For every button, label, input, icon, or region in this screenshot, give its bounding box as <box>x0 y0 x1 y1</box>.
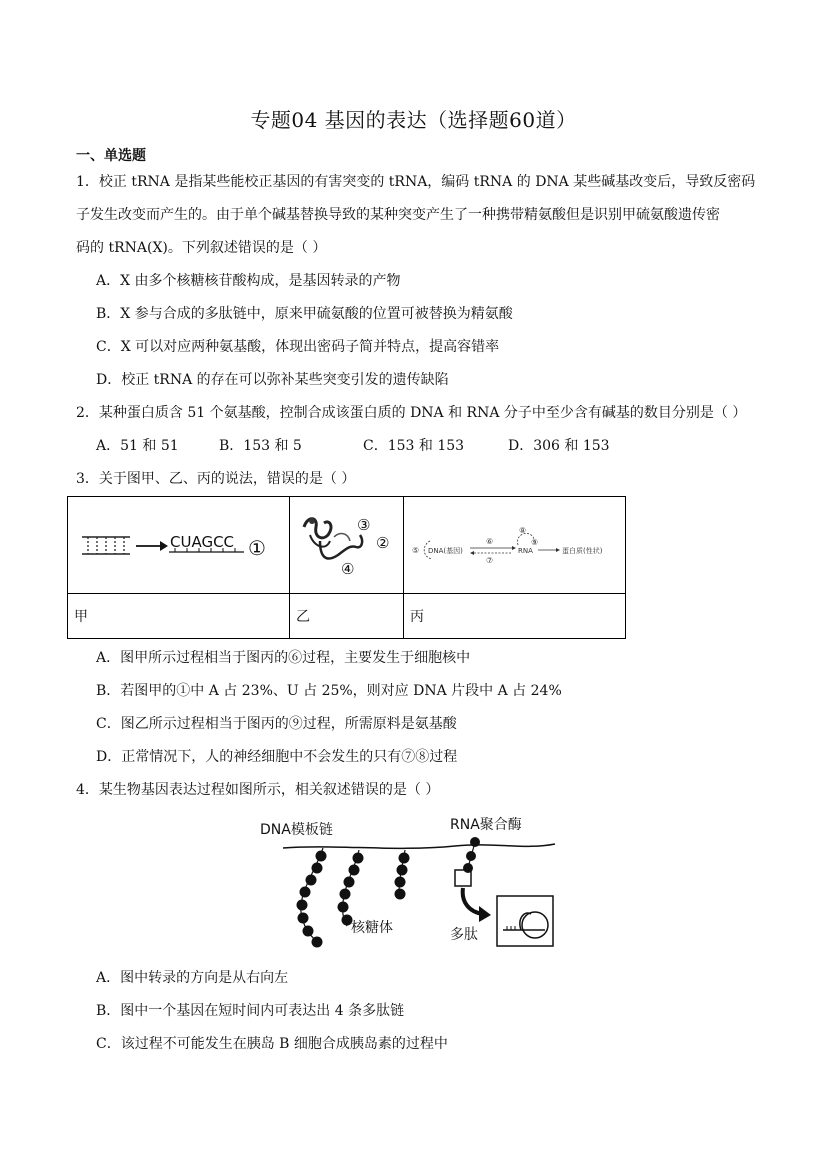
mark-8: ⑧ <box>519 526 527 535</box>
transcription-diagram <box>68 497 289 589</box>
figure-yi <box>290 497 404 594</box>
q3-option-d: D．正常情况下，人的神经细胞中不会发生的只有⑦⑧过程 <box>96 749 458 765</box>
q3-option-b: B．若图甲的①中 A 占 23%、U 占 25%，则对应 DNA 片段中 A 占 24% <box>96 683 562 699</box>
q3-option-a: A．图甲所示过程相当于图丙的⑥过程，主要发生于细胞核中 <box>96 650 471 666</box>
protein-trait-label: 蛋白质(性状) <box>562 547 603 555</box>
q1-stem-line-3: 码的 tRNA(X)。下列叙述错误的是（ ） <box>76 240 327 256</box>
mark-9: ⑨ <box>531 538 539 547</box>
q1-option-d: D．校正 tRNA 的存在可以弥补某些突变引发的遗传缺陷 <box>96 372 449 388</box>
q2-option-c: C．153 和 153 <box>363 438 465 454</box>
mark-7: ⑦ <box>486 556 494 565</box>
q4-stem: 4．某生物基因表达过程如图所示，相关叙述错误的是（ ） <box>76 782 440 798</box>
label-bing: 丙 <box>404 594 626 639</box>
mark-1: ① <box>248 536 266 560</box>
dna-template-label: DNA模板链 <box>260 822 333 838</box>
section-heading: 一、单选题 <box>76 148 146 164</box>
label-jia: 甲 <box>68 594 290 639</box>
mark-3: ③ <box>357 516 371 534</box>
ribosome-label: 核糖体 <box>351 920 393 936</box>
q1-stem-line-1: 1．校正 tRNA 是指某些能校正基因的有害突变的 tRNA，编码 tRNA 的 DNA 某些碱基改变后，导致反密码 <box>76 174 756 190</box>
gene-expression-figure <box>255 812 565 958</box>
q3-figure-table <box>67 496 626 639</box>
rna-sequence: CUAGCC <box>170 533 235 551</box>
label-yi: 乙 <box>290 594 404 639</box>
page-title: 专题04 基因的表达（选择题60道） <box>250 108 577 132</box>
q3-option-c: C．图乙所示过程相当于图丙的⑨过程，所需原料是氨基酸 <box>96 716 457 732</box>
figure-jia <box>68 497 290 594</box>
mark-5: ⑤ <box>412 546 420 555</box>
q2-option-a: A．51 和 51 <box>96 438 179 454</box>
q1-option-c: C．X 可以对应两种氨基酸，体现出密码子简并特点，提高容错率 <box>96 339 500 355</box>
figure-bing <box>404 497 626 594</box>
translation-diagram <box>290 497 403 589</box>
q2-stem: 2．某种蛋白质含 51 个氨基酸，控制合成该蛋白质的 DNA 和 RNA 分子中至少含有碱基的数目分别是（ ） <box>76 405 747 421</box>
q4-option-c: C．该过程不可能发生在胰岛 B 细胞合成胰岛素的过程中 <box>96 1036 448 1052</box>
q2-option-d: D．306 和 153 <box>508 438 610 454</box>
mark-4: ④ <box>341 560 355 578</box>
mark-2: ② <box>376 534 390 552</box>
dna-gene-label: DNA(基因) <box>428 547 463 555</box>
ribosome-blob <box>309 518 315 524</box>
peptide-label: 多肽 <box>450 927 478 943</box>
central-dogma-diagram <box>404 497 625 589</box>
mark-6: ⑥ <box>486 537 494 546</box>
q3-stem: 3．关于图甲、乙、丙的说法，错误的是（ ） <box>76 471 356 487</box>
q1-option-b: B．X 参与合成的多肽链中，原来甲硫氨酸的位置可被替换为精氨酸 <box>96 306 513 322</box>
q1-option-a: A．X 由多个核糖核苷酸构成，是基因转录的产物 <box>96 273 401 289</box>
rna-label: RNA <box>518 547 533 555</box>
q4-option-b: B．图中一个基因在短时间内可表达出 4 条多肽链 <box>96 1003 405 1019</box>
q1-stem-line-2: 子发生改变而产生的。由于单个碱基替换导致的某种突变产生了一种携带精氨酸但是识别甲硫氨酸遗传密 <box>76 207 720 223</box>
q4-option-a: A．图中转录的方向是从右向左 <box>96 970 289 986</box>
rna-polymerase-label: RNA聚合酶 <box>450 817 522 833</box>
q2-option-b: B．153 和 5 <box>219 438 302 454</box>
